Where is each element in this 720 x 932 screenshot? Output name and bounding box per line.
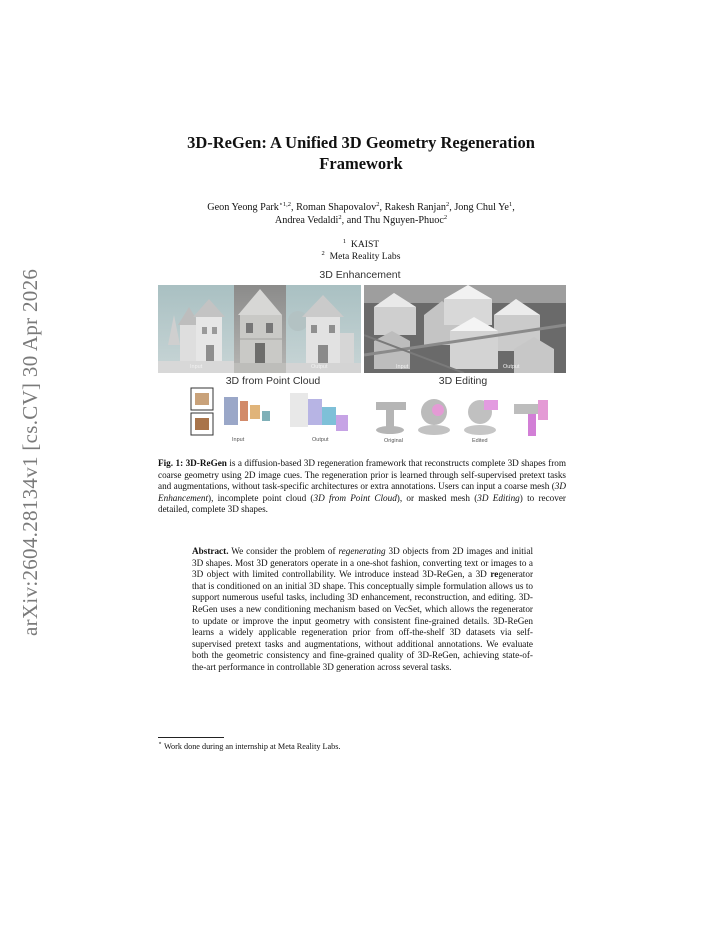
abstract-emph: regenerating [338, 546, 386, 556]
author-affil-mark: 1 [508, 201, 513, 208]
author-name: Thu Nguyen-Phuoc [363, 215, 444, 226]
figure-label-3d-enhancement: 3D Enhancement [319, 269, 401, 281]
pc-input-label: Input [232, 437, 245, 443]
caption-emph: 3D from Point Cloud [313, 492, 397, 503]
abstract [192, 546, 533, 674]
arxiv-identifier: arXiv:2604.28134v1 [cs.CV] 30 Apr 2026 [18, 268, 42, 636]
figure-enhancement-city-image [364, 285, 566, 373]
author-separator: , [341, 215, 347, 226]
abstract-text: generator that is conditioned on an initial 3D shape. This conceptually simple formulation allows us to support numerous useful tasks, including 3D enhancement, reconstruction, and editing. 3D-ReGen uses a new conditioning mechanism based on VecSet, which allows the regenerator to update or improve the input geometry with consistent fine-grained details. 3D-ReGen learns a widely applicable regeneration prior from off-the-shelf 3D datasets via self-supervised pretext tasks and augmentations, without additional annotations. We evaluate both the geometric consistency and fine-grained quality of 3D-ReGen, achieving state-of-the-art performance in controllable 3D generation across several tasks. [192, 569, 533, 672]
pc-output-label: Output [312, 437, 329, 443]
author-separator: , [512, 202, 515, 213]
footnote-mark: ⋆ [158, 740, 163, 747]
author-affil-mark: 2 [376, 201, 380, 208]
pointcloud-render-svg [190, 387, 360, 447]
author-and: and [346, 215, 364, 226]
abstract-text: We consider the problem of [228, 546, 339, 556]
author-affil-mark: 2 [445, 201, 450, 208]
footnote [158, 742, 566, 752]
author-separator: , [379, 202, 385, 213]
author-separator: , [449, 202, 455, 213]
affil-name: Meta Reality Labs [329, 251, 401, 262]
edit-original-label: Original [384, 438, 403, 444]
author-name: Jong Chul Ye [454, 202, 509, 213]
affil-mark: 1 [342, 238, 347, 245]
author-affil-mark: ⋆1,2 [278, 201, 292, 208]
author-affil-mark: 2 [338, 214, 342, 221]
figure-pointcloud-image [190, 387, 360, 447]
caption-emph: 3D Enhancement [158, 481, 566, 503]
author-name: Geon Yeong Park [207, 202, 279, 213]
caption-label: Fig. 1: [158, 458, 184, 468]
caption-text: is a diffusion-based 3D regeneration framework that reconstructs complete 3D shapes from coarse geometry using 2D image cues. The regeneration prior is learned through self-supervised pretext tasks and augmentations, without task-specific architectures or extra annotations. Users can input a coarse mesh ( [158, 458, 566, 492]
paper-title [130, 132, 592, 174]
footnote-rule [158, 737, 224, 738]
abstract-text: 3D objects from 2D images and initial 3D shapes. Most 3D generators operate in a one-shot fashion, converting text or images to a 3D object with limited controllability. We introduce instead 3D-ReGen, a 3D [192, 546, 533, 580]
title-line-2: Framework [319, 154, 403, 173]
caption-text: ), or masked mesh ( [396, 492, 478, 503]
figure-caption [158, 458, 566, 516]
city-render-svg [364, 285, 566, 373]
author-separator: , [291, 202, 297, 213]
abstract-heading: Abstract. [192, 546, 229, 556]
author-affil-mark: 2 [443, 214, 448, 221]
edit-edited-label: Edited [472, 438, 488, 444]
author-name: Roman Shapovalov [296, 202, 377, 213]
enh2-output-label: Output [503, 364, 520, 370]
caption-name: 3D-ReGen [185, 458, 227, 468]
affil-name: KAIST [350, 239, 380, 250]
caption-text: ), incomplete point cloud ( [208, 492, 314, 503]
caption-emph: 3D Editing [477, 492, 520, 503]
house-render-svg [158, 285, 361, 373]
author-name: Andrea Vedaldi [274, 215, 339, 226]
author-name: Rakesh Ranjan [384, 202, 446, 213]
abstract-bold: re [490, 569, 499, 580]
affiliation-2 [200, 251, 522, 263]
enh-input-label: Input [190, 364, 203, 370]
affiliation-1 [200, 239, 522, 251]
enh-output-label: Output [311, 364, 328, 370]
figure-label-3d-editing: 3D Editing [438, 375, 488, 387]
affil-mark: 2 [321, 250, 325, 257]
footnote-text: Work done during an internship at Meta Reality Labs. [162, 742, 341, 751]
enh2-input-label: Input [396, 364, 409, 370]
figure-editing-image [368, 390, 556, 447]
figure-label-point-cloud: 3D from Point Cloud [225, 375, 321, 387]
title-line-1: 3D-ReGen: A Unified 3D Geometry Regeneration [187, 133, 535, 152]
figure-enhancement-house-image [158, 285, 361, 373]
author-list [140, 201, 582, 227]
caption-text: ) to recover detailed, complete 3D shapes. [158, 492, 566, 515]
